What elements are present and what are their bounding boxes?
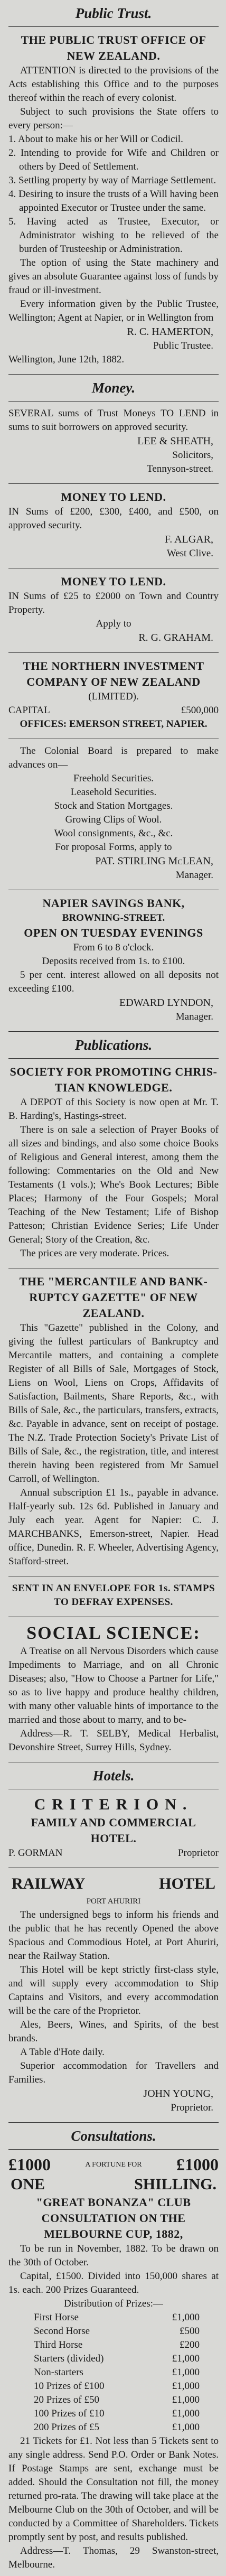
ad-body-text: Subject to such provisions the State offers to every person:— <box>8 106 219 131</box>
ad-body-text: A DEPOT of this Society is now open at Mr. T. B. Harding's, Hastings-street. <box>8 1097 219 1122</box>
ad-bonanza-consultation <box>8 2153 219 2576</box>
ad-graham <box>8 572 219 649</box>
ad-body-text: SEVERAL sums of Trust Moneys TO LEND in sums to suit borrowers on approved security. <box>8 408 219 433</box>
ad-napier-savings-bank <box>8 893 219 1028</box>
signature: F. ALGAR, <box>164 534 213 545</box>
section-heading-hotels: Hotels. <box>92 1768 135 1784</box>
divider <box>8 26 219 27</box>
ad-body-text: Ales, Beers, Wines, and Spirits, of the best brands. <box>8 2019 219 2044</box>
offices-address: OFFICES: EMERSON STREET, NAPIER. <box>20 718 208 730</box>
ad-title: SENT IN AN ENVELOPE FOR 1s. STAMPS TO DEFRAY EXPENSES. <box>12 1583 215 1608</box>
list-item: 3. Settling property by way of Marriage Settlement. <box>8 175 216 186</box>
ad-body-text: A Table d'Hote daily. <box>20 2047 105 2058</box>
ad-title: MONEY TO LEND. <box>61 575 166 588</box>
ad-body-text: IN Sums of £25 to £2000 on Town and Country Property. <box>8 591 219 615</box>
apply-text: Apply to <box>96 618 131 629</box>
divider <box>8 2122 219 2123</box>
prize-amount: £1,000 <box>172 2422 200 2433</box>
proprietor-name: P. GORMAN <box>8 1847 63 1859</box>
ad-body-text: Deposits received from 1s. to £100. <box>42 956 185 967</box>
ad-public-trust <box>8 30 219 371</box>
ad-railway-hotel <box>8 1871 219 2119</box>
list-item: 4. Desiring to insure the trusts of a Will having been appointed Executor or Trustee under the same. <box>8 189 219 213</box>
list-item: Growing Clips of Wool. <box>65 814 162 825</box>
ad-title-line2: NEW ZEALAND. <box>67 49 161 62</box>
prize-amount-left: £1000 <box>8 2155 51 2174</box>
signature-role: Manager. <box>175 870 213 881</box>
ad-body-text: To be run in November, 1882. To be drawn on the 30th of October. <box>8 2243 219 2268</box>
ad-colonial-board <box>8 742 219 886</box>
ad-title: THE NORTHERN INVESTMENT <box>23 659 204 673</box>
ad-body-text: The prices are very moderate. Prices. <box>20 1248 170 1259</box>
dateline: Wellington, June 12th, 1882. <box>8 354 125 365</box>
ad-title-line2: COMPANY OF NEW ZEALAND <box>26 675 201 688</box>
prize-label: First Horse <box>34 2312 79 2323</box>
prize-row <box>8 2407 219 2421</box>
list-item: 2. Intending to provide for Wife and Children or others by Deed of Settlement. <box>8 147 219 172</box>
ad-subtitle: PORT AHURIRI <box>86 1897 141 1906</box>
prize-row <box>8 2366 219 2379</box>
ad-title-line2: CONSULTATION ON THE <box>41 2211 186 2225</box>
ad-lee-sheath <box>8 405 219 480</box>
section-heading-consultations: Consultations. <box>71 2128 156 2144</box>
prize-row <box>8 2379 219 2393</box>
section-heading-money: Money. <box>91 380 136 396</box>
address: Tennyson-street. <box>147 463 213 474</box>
ad-title-line3: MELBOURNE CUP, 1882, <box>44 2227 183 2241</box>
ad-body-text: IN Sums of £200, £300, £400, and £500, on approved security. <box>8 506 219 531</box>
capital-amount: £500,000 <box>181 705 219 716</box>
ad-title: THE PUBLIC TRUST OFFICE OF <box>21 33 206 46</box>
ad-body-text: The undersigned begs to inform his friends and the public that he has recently Opened the above Spacious and Commodious Hotel, at Port Ahuriri, near the Railway Station. <box>8 1909 219 1962</box>
ad-title: CRITERION. <box>34 1796 193 1813</box>
prize-label: 100 Prizes of £10 <box>34 2408 105 2419</box>
ad-body-text: There is on sale a selection of Prayer Books of all sizes and bindings, and also some choice Books of Religious and General interest, among them the following: Commentaries on the Old and New Testaments (1 vols.); Whe's Book Lectures; Bible Places; Harmony of the Four Gospels; Moral Teaching of the New Testament; Life of Bishop Patteson; Christian Evidence Series; Life Under General; Story of the Creation, &c. <box>8 1124 219 1245</box>
prize-amount: £1,000 <box>172 2394 200 2405</box>
prize-label: Third Horse <box>34 2339 83 2350</box>
divider <box>8 1031 219 1032</box>
prize-label: 20 Prizes of £50 <box>34 2394 100 2405</box>
ad-algar <box>8 487 219 565</box>
divider <box>8 401 219 402</box>
ad-spck <box>8 1062 219 1265</box>
ad-body-text: The option of using the State machinery and gives an absolute Guarantee against loss of funds by fraud or ill-investment. <box>8 257 219 296</box>
ad-body-text: ATTENTION is directed to the provisions of the Acts establishing this Office and to the purposes thereof within the reach of every colonist. <box>8 65 219 104</box>
ad-body-text: For proposal Forms, apply to <box>55 842 172 853</box>
signature: EDWARD LYNDON, <box>119 997 213 1009</box>
prize-label: 200 Prizes of £5 <box>34 2422 100 2433</box>
ad-subtitle: FAMILY AND COMMERCIAL <box>31 1816 196 1829</box>
signature: R. C. HAMERTON, <box>127 326 213 338</box>
ad-body-text: The Colonial Board is prepared to make advances on— <box>8 745 219 770</box>
ad-body-text: A Treatise on all Nervous Disorders which cause Impediments to Marriage, and on all Chronic Diseases; also, "How to Choose a Partner for Life," so as to live happy and produce healthy children, with many other valuable hints of importance to the married and those about to marry, and to be- <box>8 1646 219 1725</box>
prize-row <box>8 2393 219 2407</box>
signature: LEE & SHEATH, <box>137 435 213 447</box>
list-item: Freehold Securities. <box>73 773 154 784</box>
ad-title: "GREAT BONANZA" CLUB <box>36 2196 191 2209</box>
ad-stamps <box>8 1580 219 1613</box>
address: Address—R. T. SELBY, Medical Herbalist, Devonshire Street, Surrey Hills, Sydney. <box>8 1728 219 1753</box>
prize-amount: £500 <box>180 2326 200 2337</box>
opening-hours-heading: OPEN ON TUESDAY EVENINGS <box>24 926 203 939</box>
ad-subtitle: (LIMITED). <box>88 691 139 702</box>
ad-criterion-hotel <box>8 1793 219 1864</box>
ad-title-right: SHILLING. <box>134 2176 216 2193</box>
divider <box>8 374 219 375</box>
ad-title: THE "MERCANTILE AND BANK- <box>19 1275 208 1288</box>
divider <box>8 483 219 484</box>
signature: R. G. GRAHAM. <box>138 632 213 643</box>
ad-social-science <box>8 1620 219 1759</box>
ad-title-line2: TIAN KNOWLEDGE. <box>54 1081 173 1094</box>
list-item: 5. Having acted as Trustee, Executor, or Administrator wishing to be relieved of the burden of Trusteeship or Administration. <box>8 216 219 255</box>
ad-body-text: 21 Tickets for £1. Not less than 5 Tickets sent to any single address. Send P.O. Order or Bank Notes. If Postage Stamps are sent, exchange must be added. Should the Consultation not fill, the money returned pro-rata. The drawing will take place at the Melbourne Club on the 30th of October, and will be conducted by a Committee of Shareholders. Tickets promptly sent by post, and results published. <box>8 2435 219 2543</box>
list-item: Leasehold Securities. <box>70 787 157 798</box>
prize-row <box>8 2311 219 2325</box>
signature-role: Public Trustee. <box>153 340 213 351</box>
ad-title: SOCIAL SCIENCE: <box>26 1623 201 1643</box>
ad-body-text: Every information given by the Public Trustee, Wellington; Agent at Napier, or in Wellington from <box>8 298 219 323</box>
ad-subtitle: BROWNING-STREET. <box>62 912 165 923</box>
ad-title-line3: ZEALAND. <box>82 1306 145 1320</box>
prize-amount: £1,000 <box>172 2312 200 2323</box>
prize-label: Non-starters <box>34 2367 83 2378</box>
ad-mercantile-gazette <box>8 1272 219 1573</box>
opening-hours: From 6 to 8 o'clock. <box>73 942 154 953</box>
prize-amount: £1,000 <box>172 2367 200 2378</box>
prize-label: 10 Prizes of £100 <box>34 2381 105 2392</box>
ad-title-line2: RUPTCY GAZETTE" OF NEW <box>29 1291 198 1304</box>
prize-row <box>8 2338 219 2352</box>
prize-amount: £1,000 <box>172 2353 200 2364</box>
signature-role: Manager. <box>175 1011 213 1022</box>
address: Address—T. Thomas, 29 Swanston-street, Melbourne. <box>8 2545 219 2570</box>
prize-amount: £1,000 <box>172 2381 200 2392</box>
divider <box>8 2149 219 2150</box>
signature-role: Proprietor. <box>171 2102 213 2113</box>
newspaper-page <box>0 3 226 2570</box>
ad-body-text: Capital, £1500. Divided into 150,000 shares at 1s. each. 200 Prizes Guaranteed. <box>8 2271 219 2295</box>
ad-body-text: Superior accommodation for Travellers and Families. <box>8 2060 219 2085</box>
prize-row <box>8 2352 219 2366</box>
capital-label: CAPITAL <box>8 705 50 716</box>
ad-northern-investment <box>8 656 219 735</box>
prize-amount-right: £1000 <box>176 2155 219 2174</box>
prize-amount: £1,000 <box>172 2408 200 2419</box>
ad-title-left: ONE <box>11 2176 45 2193</box>
address: West Clive. <box>166 548 213 559</box>
signature: JOHN YOUNG, <box>143 2088 213 2099</box>
ad-title-left: RAILWAY <box>12 1875 86 1892</box>
ad-title-right: HOTEL <box>159 1875 215 1892</box>
list-item: Wool consignments, &c., &c. <box>54 828 173 839</box>
prize-row <box>8 2421 219 2434</box>
signature-role: Solicitors, <box>172 450 213 461</box>
section-heading-public-trust: Public Trust. <box>75 5 152 21</box>
proprietor-role: Proprietor <box>177 1847 219 1859</box>
prize-amount: £200 <box>180 2339 200 2350</box>
ad-body-text: 5 per cent. interest allowed on all deposits not exceeding £100. <box>8 969 219 994</box>
ad-body-text: This Hotel will be kept strictly first-class style, and will supply every accommodation to Ship Captains and Visitors, and every accommodation will be the care of the Proprietor. <box>8 1964 219 2017</box>
list-item: Stock and Station Mortgages. <box>54 800 173 811</box>
prize-label: Second Horse <box>34 2326 90 2337</box>
ad-body-text: Annual subscription £1 1s., payable in advance. Half-yearly sub. 12s 6d. Published in January and July each year. Agent for Napier: C. J. MARCHBANKS, Emerson-street, Napier. Head office, Dunedin. R. F. Wheeler, Advertising Agency, Stafford-street. <box>8 1487 219 1567</box>
section-heading-publications: Publications. <box>74 1037 153 1053</box>
signature: PAT. STIRLING McLEAN, <box>95 855 213 867</box>
prize-list <box>8 2311 219 2434</box>
ad-body-text: This "Gazette" published in the Colony, and giving the fullest particulars of Bankruptcy and Mercantile matters, and containing a complete Register of all Bills of Sale, Mortgages of Stock, Liens on Wool, Liens on Crops, Affidavits of Satisfaction, Bailments, Share Reports, &c., with Bills of Sale, &c., the particulars, transfers, extracts, &c. Payable in advance, sent on receipt of postage. The N.Z. Trade Protection Society's Private List of Bills of Sale, &c., the registration, title, and interest therein having been registered from Mr Samuel Carroll, of Wellington. <box>8 1322 219 1485</box>
prizes-heading: Distribution of Prizes:— <box>64 2298 163 2309</box>
prize-label: Starters (divided) <box>34 2353 104 2364</box>
divider <box>8 652 219 653</box>
divider <box>8 1058 219 1059</box>
ad-title: SOCIETY FOR PROMOTING CHRIS- <box>10 1065 218 1078</box>
ad-title: MONEY TO LEND. <box>61 490 166 503</box>
ad-title: NAPIER SAVINGS BANK, <box>42 897 185 910</box>
ad-subtitle-line2: HOTEL. <box>90 1832 137 1845</box>
prize-row <box>8 2325 219 2338</box>
list-item: 1. About to make his or her Will or Codicil. <box>8 134 183 145</box>
ad-tagline: A FORTUNE FOR <box>85 2160 142 2169</box>
